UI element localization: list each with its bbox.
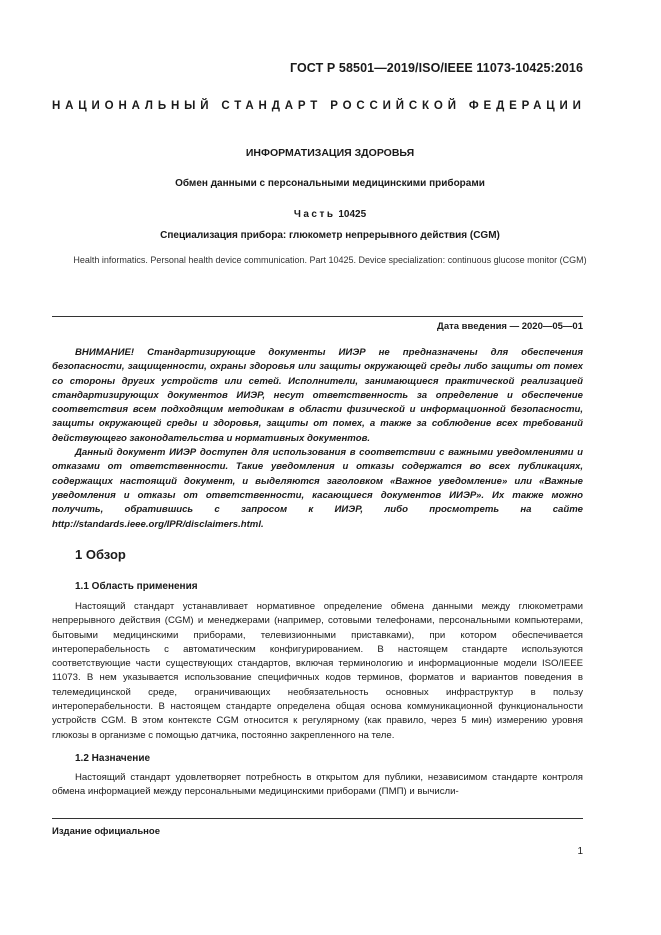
gost-code: ГОСТ Р 58501—2019/ISO/IEEE 11073-10425:2016	[289, 61, 583, 75]
part-number: 10425	[338, 209, 367, 220]
national-standard-heading: НАЦИОНАЛЬНЫЙ СТАНДАРТ РОССИЙСКОЙ ФЕДЕРАЦИИ	[52, 100, 586, 112]
english-title: Health informatics. Personal health device communication. Part 10425. Device specialization: continuous glucose monitor (CGM)	[73, 255, 587, 265]
purpose-text: Настоящий стандарт удовлетворяет потребность в открытом для публики, независимом стандарте контроля обмена информацией между персональными медицинскими приборами (ПМП) и вычисли-	[52, 772, 583, 798]
section-heading-overview: 1 Обзор	[75, 547, 126, 562]
subsection-heading-scope: 1.1 Область применения	[75, 581, 198, 592]
scope-paragraph	[52, 600, 583, 743]
document-subtitle: Обмен данными с персональными медицинскими приборами	[175, 178, 485, 189]
scope-text: Настоящий стандарт устанавливает нормативное определение обмена данными между глюкометрами непрерывного действия (CGM) и менеджерами (например, сотовыми телефонами, персональными компьютерами, бытовыми медицинскими приборами, телевизионными приставками), при котором обеспечивается интероперабельность с автоматическим конфигурированием. В настоящем стандарте используются соответствующие части существующих стандартов, включая терминологию и информационные модели ISO/IEEE 11073. В нем указывается использование специфичных кодов терминов, форматов и вариантов поведения в телемедицинской среде, ограничивающих необязательность основных инфраструктур в пользу интероперабельности. В настоящем стандарте определена общая основа коммуникационной функциональности устройств CGM. В этом контексте CGM относится к регулярному (как правило, через 5 мин) измерению уровня глюкозы в организме с помощью датчика, постоянно закрепленного на теле.	[52, 601, 583, 741]
warning-paragraph-2: Данный документ ИИЭР доступен для использования в соответствии с важными уведомлениями и отказами от ответственности. Такие уведомления и отказы содержатся во всех публикациях, содержащих настоящий документ, и выделяются заголовком «Важное уведомление» или «Важные уведомления и отказы от ответственности, касающиеся документов ИИЭР». Их также можно получить, обратившись с запросом к ИИЭР, либо просмотреть на сайте http://standards.ieee.org/IPR/disclaimers.html.	[52, 447, 583, 530]
specialization-title: Специализация прибора: глюкометр непрерывного действия (CGM)	[160, 230, 500, 241]
part-line	[40, 209, 620, 220]
official-edition-label: Издание официальное	[52, 826, 160, 837]
footer-divider	[52, 818, 583, 819]
introduction-date: Дата введения — 2020—05—01	[437, 321, 583, 332]
page-number: 1	[577, 846, 583, 857]
header-divider	[52, 316, 583, 317]
part-label: Часть	[293, 209, 336, 220]
ieee-warning	[52, 346, 583, 532]
purpose-paragraph	[52, 771, 583, 800]
document-title: ИНФОРМАТИЗАЦИЯ ЗДОРОВЬЯ	[245, 147, 415, 159]
warning-paragraph-1: ВНИМАНИЕ! Стандартизирующие документы ИИЭР не предназначены для обеспечения безопасности, защищенности, охраны здоровья или защиты окружающей среды либо защиты от помех со стороны других устройств или сетей. Исполнители, занимающиеся практической реализацией стандартизирующих документов ИИЭР, несут ответственность за определение и обеспечение соответствия всем подходящим методикам в области физической и информационной безопасности, защиты окружающей среды и здоровья, защиты от помех, а также за соблюдение всех требований действующего законодательства и нормативных документов.	[52, 347, 583, 444]
subsection-heading-purpose: 1.2 Назначение	[75, 753, 151, 764]
